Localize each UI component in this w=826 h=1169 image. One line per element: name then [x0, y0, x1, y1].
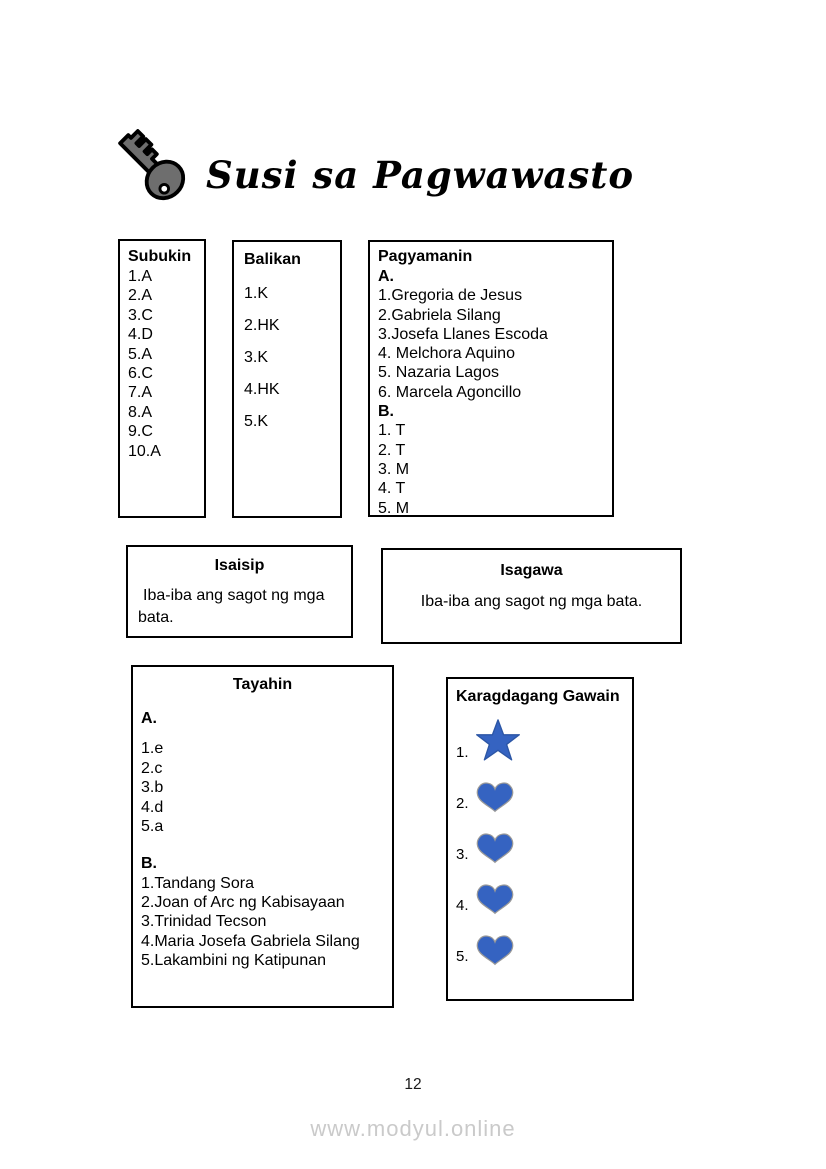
answer-item: 4.HK: [244, 381, 280, 398]
answer-item: 4. Melchora Aquino: [378, 345, 515, 363]
answer-item: 6. Marcela Agoncillo: [378, 383, 522, 401]
key-icon: [102, 112, 198, 218]
answer-item: 2.HK: [244, 317, 280, 334]
answer-item: 5. M: [378, 499, 410, 517]
answer-item: [456, 873, 628, 915]
pagyamanin-box: [368, 240, 614, 517]
item-number: 3.: [456, 846, 469, 863]
answer-item: 2.c: [141, 759, 163, 777]
section-b-label: B.: [141, 855, 157, 873]
isaisip-title: Isaisip: [214, 557, 265, 574]
subukin-title: Subukin: [128, 248, 192, 265]
answer-item: 4.Maria Josefa Gabriela Silang: [141, 932, 360, 950]
balikan-box: [232, 240, 342, 518]
heart-icon: [475, 780, 515, 813]
page-title: Susi sa Pagwawasto: [206, 152, 634, 197]
answer-item: 1.K: [244, 285, 269, 302]
isaisip-box: [126, 545, 353, 638]
answer-item: 5.Lakambini ng Katipunan: [141, 952, 327, 970]
isagawa-box: [381, 548, 682, 644]
answer-item: 5.K: [244, 413, 269, 430]
answer-item: [456, 924, 628, 966]
answer-item: 1.e: [141, 740, 164, 758]
answer-item: 7.A: [128, 384, 153, 402]
section-a-label: A.: [141, 710, 157, 727]
answer-item: 5.a: [141, 817, 164, 835]
subukin-box: [118, 239, 206, 518]
tayahin-title: Tayahin: [232, 676, 293, 693]
answer-item: 3. M: [378, 460, 410, 478]
answer-item: 1.Tandang Sora: [141, 874, 254, 892]
answer-item: 4.d: [141, 798, 164, 816]
answer-item: 5. Nazaria Lagos: [378, 364, 499, 382]
answer-item: 8.A: [128, 403, 153, 421]
karagdagang-gawain-box: [446, 677, 634, 1001]
answer-item: 2.A: [128, 287, 153, 305]
answer-item: 3.Josefa Llanes Escoda: [378, 325, 548, 343]
answer-item: 2.Gabriela Silang: [378, 306, 501, 324]
answer-item: 5.A: [128, 345, 153, 363]
star-icon: [475, 719, 521, 762]
answer-item: 3.C: [128, 306, 153, 324]
answer-item: 3.K: [244, 349, 269, 366]
answer-item: 1. T: [378, 422, 406, 440]
answer-item: 4. T: [378, 480, 406, 498]
isagawa-text: Iba-iba ang sagot ng mga bata.: [420, 593, 643, 610]
answer-item: 6.C: [128, 365, 153, 383]
section-b-label: B.: [378, 403, 394, 421]
isagawa-title: Isagawa: [500, 562, 563, 579]
answer-item: 3.b: [141, 779, 164, 797]
item-number: 1.: [456, 744, 469, 761]
answer-item: 1.A: [128, 268, 153, 285]
answer-item: 9.C: [128, 423, 153, 441]
karagdagang-title: Karagdagang Gawain: [456, 688, 620, 705]
answer-item: 4.D: [128, 326, 153, 344]
isaisip-text: Iba-iba ang sagot ng mga bata.: [138, 587, 325, 626]
answer-item: [456, 771, 628, 813]
answer-item: 1.Gregoria de Jesus: [378, 287, 523, 305]
item-number: 4.: [456, 897, 469, 914]
heart-icon: [475, 882, 515, 915]
balikan-title: Balikan: [244, 251, 301, 268]
item-number: 2.: [456, 795, 469, 812]
item-number: 5.: [456, 948, 469, 965]
heart-icon: [475, 933, 515, 966]
page-number: 12: [404, 1076, 422, 1093]
tayahin-box: [131, 665, 394, 1008]
heart-icon: [475, 831, 515, 864]
answer-item: [456, 718, 628, 762]
section-a-label: A.: [378, 268, 394, 285]
answer-item: [456, 822, 628, 864]
watermark: www.modyul.online: [310, 1116, 516, 1141]
answer-item: 3.Trinidad Tecson: [141, 913, 267, 931]
answer-item: 2. T: [378, 441, 406, 459]
answer-item: 2.Joan of Arc ng Kabisayaan: [141, 894, 345, 912]
pagyamanin-title: Pagyamanin: [378, 248, 473, 265]
answer-item: 10.A: [128, 442, 161, 460]
